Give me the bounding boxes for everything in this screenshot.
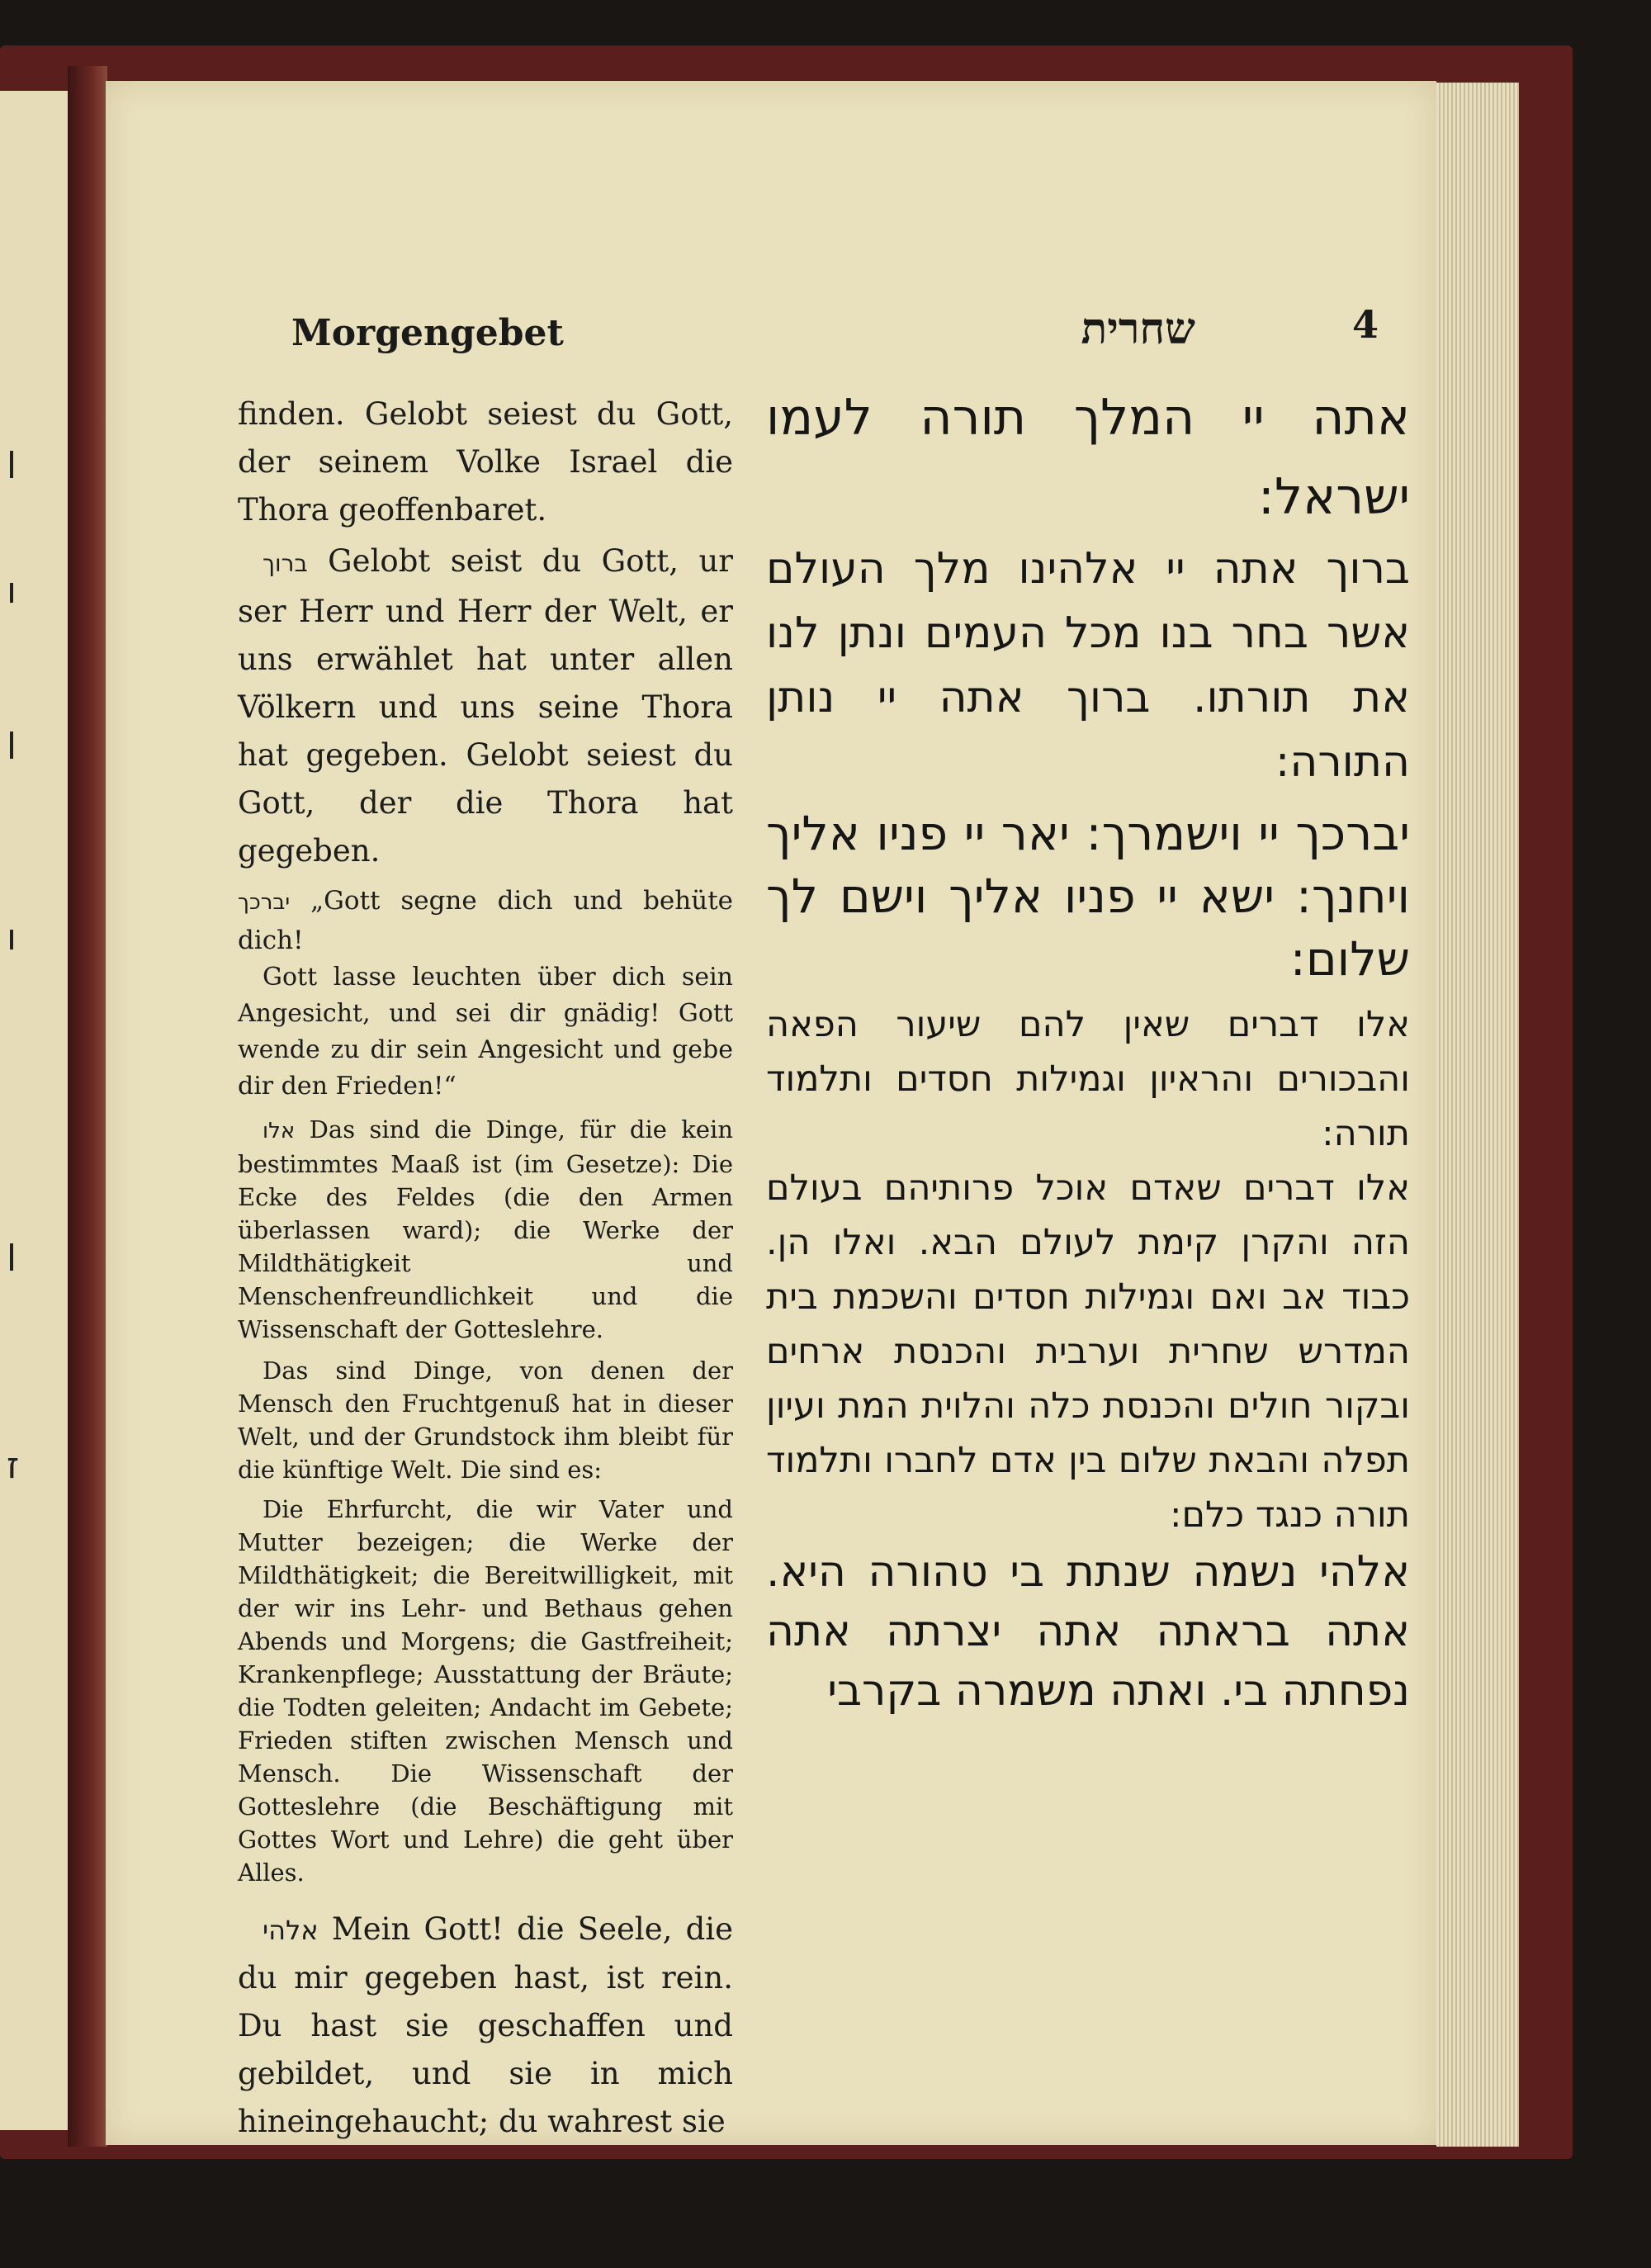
left-page-fragment: ן — [7, 438, 17, 480]
german-translation-column — [238, 391, 733, 2146]
german-running-head: Morgengebet — [291, 312, 564, 354]
left-page-fragment: ו — [7, 570, 17, 612]
book-gutter — [68, 66, 107, 2147]
german-paragraph: אלו Das sind die Dinge, für die kein bestimmtes Maaß ist (im Gesetze): Die Ecke des Feldes (die den Armen überlassen ward); die Werke der Mildthätigkeit und Menschenfreundlichkeit und die Wissenschaft der Gotteslehre. — [238, 1115, 733, 1343]
page-number: 4 — [1352, 302, 1379, 347]
german-paragraph: יברכך „Gott segne dich und behüte dich! — [238, 886, 734, 955]
hebrew-cue: אלו — [263, 1119, 296, 1143]
page-edges — [1436, 83, 1519, 2147]
hebrew-cue: ברוך — [263, 550, 308, 577]
german-paragraph: Das sind Dinge, von denen der Mensch den Fruchtgenuß hat in dieser Welt, und der Grundstock ihm bleibt für die künftige Welt. Die sind es: — [238, 1357, 733, 1484]
hebrew-cue: אלהי — [263, 1915, 319, 1946]
german-paragraph: אלהי Mein Gott! die Seele, die du mir gegeben hast, ist rein. Du hast sie geschaffen und gebildet, und sie in mich hineingehaucht; du wahrest sie — [238, 1911, 733, 2139]
left-page-fragment: ז — [7, 1445, 20, 1487]
german-paragraph: ברוך Gelobt seist du Gott, ur ser Herr und Herr der Welt, er uns erwählet hat unter allen Völkern und uns seine Thora hat gegeben. Gelobt seiest du Gott, der die Thora hat gegeben. — [238, 543, 733, 869]
hebrew-paragraph: אתה יי המלך תורה לעמו ישראל: — [766, 389, 1410, 526]
hebrew-paragraph: אלו דברים שאדם אוכל פרותיהם בעולם הזה והקרן קימת לעולם הבא. ואלו הן. כבוד אב ואם וגמילות חסדים והשכמת בית המדרש שחרית וערבית והכנסת ארחים ובקור חולים והכנסת כלה והלוית המת ועיון תפלה והבאת שלום בין אדם לחברו ותלמוד תורה כנגד כלם: — [766, 1167, 1410, 1536]
left-page-fragment: ן — [7, 1230, 17, 1272]
german-paragraph: finden. Gelobt seiest du Gott, der seinem Volke Israel die Thora geoffenbaret. — [238, 396, 733, 528]
hebrew-paragraph: יברכך יי וישמרך: יאר יי פניו אליך ויחנך: ישא יי פניו אליך וישם לך שלום: — [766, 807, 1410, 987]
hebrew-text-column — [766, 378, 1410, 1721]
left-page-fragment: ו — [7, 916, 17, 959]
left-page-edge — [0, 91, 68, 2130]
book-page — [106, 81, 1436, 2145]
hebrew-cue: יברכך — [238, 890, 291, 915]
hebrew-running-head: שחרית — [1081, 304, 1195, 354]
german-paragraph: Gott lasse leuchten über dich sein Angesicht, und sei dir gnädig! Gott wende zu dir sein Angesicht und gebe dir den Frieden!“ — [238, 963, 733, 1101]
hebrew-paragraph: אלו דברים שאין להם שיעור הפאה והבכורים והראיון וגמילות חסדים ותלמוד תורה: — [766, 1004, 1410, 1154]
left-page-fragment: ן — [7, 718, 17, 760]
hebrew-paragraph: ברוך אתה יי אלהינו מלך העולם אשר בחר בנו מכל העמים ונתן לנו את תורתו. ברוך אתה יי נותן התורה: — [766, 544, 1410, 787]
german-paragraph: Die Ehrfurcht, die wir Vater und Mutter bezeigen; die Werke der Mildthätigkeit; die Bereitwilligkeit, mit der wir ins Lehr- und Bethaus gehen Abends und Morgens; die Gastfreiheit; Krankenpflege; Ausstattung der Bräute; die Todten geleiten; Andacht im Gebete; Frieden stiften zwischen Mensch und Mensch. Die Wissenschaft der Gotteslehre (die Beschäftigung mit Gottes Wort und Lehre) die geht über Alles. — [238, 1495, 733, 1887]
hebrew-paragraph: אלהי נשמה שנתת בי טהורה היא. אתה בראתה אתה יצרתה אתה נפחתה בי. ואתה משמרה בקרבי — [766, 1547, 1410, 1716]
